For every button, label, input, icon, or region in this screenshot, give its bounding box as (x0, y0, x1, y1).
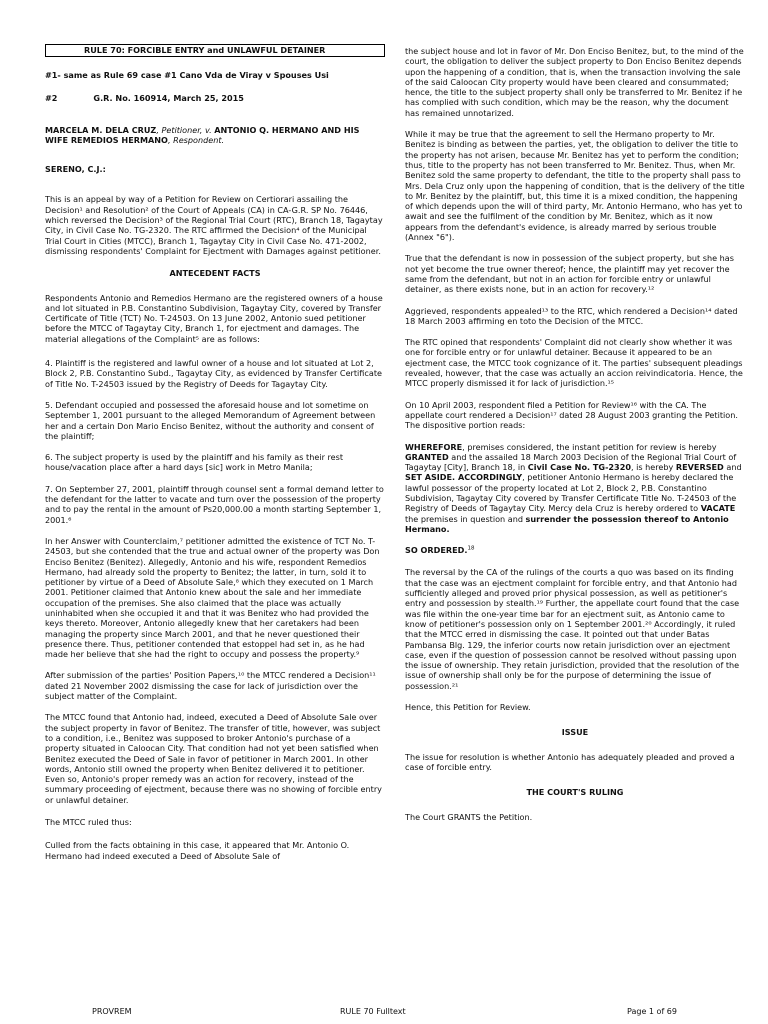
dispositive-text: , premises considered, the instant petition for review is hereby (462, 441, 717, 452)
paragraph: 4. Plaintiff is the registered and lawful owner of a house and lot situated at Lot 2, Block 2, P.B. Constantino Subd., Tagaytay City, as evidenced by Transfer Certificate of Title No. T-24503 issued by the Registry of Deeds for Tagaytay City. (45, 358, 382, 389)
ponente: SERENO, C.J.: (45, 164, 106, 175)
section-heading-antecedent: ANTECEDENT FACTS (169, 268, 261, 279)
paragraph: In her Answer with Counterclaim,⁷ petitioner admitted the existence of TCT No. T-24503, but she contended that the true and actual owner of the property was Don Enciso Benitez (Benitez). Allegedly, Antonio and his wife, respondent Remedios Hermano, had already sold the property to Benitez; the latter, in turn, sold it to petitioner by virtue of a Deed of Absolute Sale,⁸ which they executed on 1 March 2001. Petitioner claimed that Antonio knew about the sale and her immediate occupation of the premises. She also claimed that the place was actually uninhabited when she occupied it and that it was Benitez who had provided the keys thereto. Moreover, Antonio allegedly knew that her caretakers had been managing the property since March 2001, and that he never questioned their presence there. Thus, petitioner contended that estoppel had set in, as he had made her believe that she had the right to occupy and possess the property.⁹ (45, 535, 380, 660)
respondent-role: , Respondent. (167, 134, 225, 145)
case-2-gr: G.R. No. 160914, March 25, 2015 (93, 93, 244, 104)
footer-page-number: Page 1 of 69 (627, 1007, 677, 1016)
dispositive-text: , petitioner Antonio Hermano is hereby declared the lawful possessor of the property located at Lot 2, Block 2, P.B. Constantino Subdivision, Tagaytay City covered by Transfer Certificate Title No. T-24503 of the Registry of Deeds of Tagaytay City. Mercy dela Cruz is hereby ordered to (405, 472, 737, 514)
rule-title: RULE 70: FORCIBLE ENTRY and UNLAWFUL DETAINER (45, 44, 385, 57)
paragraph: While it may be true that the agreement to sell the Hermano property to Mr. Benitez is binding as between the parties, yet, the obligation to deliver the title to the property has not arisen, because Mr. Benitez has yet to perform the condition; thus, title to the property has not been transferred to Mr. Benitez. Thus, when Mr. Benitez sold the same property to defendant, the title to the property shall pass to Mrs. Dela Cruz only upon the happening of condition, that is the delivery of the title to Mr. Benitez by the plaintiff, but, this time it is a mixed condition, the happening of which depends upon the will of third party, Mr. Antonio Hermano, who has yet to await and see the fulfilment of the condition by Mr. Benitez, which as it now appears from the defendant's evidence, is already marred by serious trouble (Annex "6"). (405, 129, 745, 243)
paragraph: 5. Defendant occupied and possessed the aforesaid house and lot sometime on September 1, 2001 pursuant to the alleged Memorandum of Agreement between her and a certain Don Mario Enciso Benitez, without the authority and consent of the plaintiff; (45, 399, 376, 441)
paragraph: Culled from the facts obtaining in this case, it appeared that Mr. Antonio O. Hermano had indeed executed a Deed of Absolute Sale of (45, 840, 350, 861)
paragraph: 7. On September 27, 2001, plaintiff through counsel sent a formal demand letter to the defendant for the latter to vacate and turn over the possession of the property and to pay the rental in the amount of Ps20,000.00 a month starting September 1, 2001.⁶ (45, 483, 384, 525)
footer-middle: RULE 70 Fulltext (340, 1007, 406, 1016)
paragraph: The issue for resolution is whether Antonio has adequately pleaded and proved a case of forcible entry. (405, 751, 735, 772)
dispositive-text: and (723, 462, 742, 473)
paragraph: The reversal by the CA of the rulings of the courts a quo was based on its finding that the case was an ejectment complaint for forcible entry, and that Antonio had sufficiently alleged and proved prior physical possession, as well as petitioner's entry and possession by stealth.¹⁹ Further, the appellate court found that the case was file within the one-year time bar for an ejectment suit, as Antonio came to know of petitioner's possession only on 1 September 2001.²⁰ Accordingly, it ruled that the MTCC erred in dismissing the case. It pointed out that under Batas Pambansa Blg. 129, the inferior courts now retain jurisdiction over an ejectment case, even if the question of possession cannot be resolved without passing upon the issue of ownership. They retain jurisdiction, provided that the resolution of the issue of ownership shall only be for the purpose of determining the issue of possession.²¹ (405, 567, 740, 691)
petitioner-name: MARCELA M. DELA CRUZ (45, 124, 157, 135)
paragraph: Hence, this Petition for Review. (405, 702, 531, 713)
paragraph: The MTCC found that Antonio had, indeed, executed a Deed of Absolute Sale over the subject property in favor of Benitez. The transfer of title, however, was subject to a condition, i.e., Benitez was supposed to broker Antonio's purchase of a property situated in Caloocan City. That condition had not yet been satisfied when Benitez executed the Deed of Sale in favor of petitioner in March 2001. In other words, Antonio still owned the property when Benitez delivered it to petitioner. Even so, Antonio's proper remedy was an action for recovery, instead of the summary proceeding of ejectment, because there was no showing of forcible entry or unlawful detainer. (45, 712, 382, 805)
granted: GRANTED (405, 451, 449, 462)
paragraph: the subject house and lot in favor of Mr. Don Enciso Benitez, but, to the mind of the court, the obligation to deliver the subject property to Don Enciso Benitez depends upon the happening of a condition, that is, when the transaction involving the sale of the said Caloocan City property would have been cleared and consummated; hence, the title to the subject property shall only be transferred to Mr. Benitez if he has complied with such condition, which may be the reason, why the document has remained unnotarized. (405, 46, 744, 118)
reversed: REVERSED (675, 462, 724, 473)
petitioner-role: , Petitioner, v. (156, 124, 215, 135)
civil-case-no: Civil Case No. TG-2320 (527, 462, 631, 473)
vacate: VACATE (700, 503, 736, 514)
case-2-number: #2 (45, 93, 58, 104)
paragraph: True that the defendant is now in possession of the subject property, but she has not yet become the true owner thereof; hence, the plaintiff may yet recover the same from the defendant, but not in an action for forcible entry or unlawful detainer, as there exists none, but in an action for recovery.¹² (405, 253, 734, 295)
dispositive-text: , is hereby (630, 462, 676, 473)
dispositive-text: the premises in question and (405, 513, 526, 524)
so-ordered: SO ORDERED. (405, 545, 468, 556)
set-aside: SET ASIDE. ACCORDINGLY (405, 472, 523, 483)
case-2-line (45, 93, 385, 103)
section-heading-issue: ISSUE (561, 727, 589, 738)
footnote-ref: 18 (467, 545, 475, 552)
dispositive-portion (405, 442, 745, 535)
paragraph: On 10 April 2003, respondent filed a Petition for Review¹⁶ with the CA. The appellate court rendered a Decision¹⁷ dated 28 August 2003 granting the Petition. The dispositive portion reads: (405, 399, 738, 431)
section-heading-ruling: THE COURT'S RULING (526, 787, 624, 798)
left-column (45, 44, 385, 861)
parties (45, 125, 385, 146)
footer-left: PROVREM (92, 1007, 132, 1016)
paragraph: 6. The subject property is used by the plaintiff and his family as their rest house/vacation place after a hard days [sic] work in Metro Manila; (45, 452, 343, 473)
paragraph: After submission of the parties' Position Papers,¹⁰ the MTCC rendered a Decision¹¹ dated 21 November 2002 dismissing the case for lack of jurisdiction over the subject matter of the Complaint. (45, 670, 376, 702)
paragraph: Respondents Antonio and Remedios Hermano are the registered owners of a house and lot situated in P.B. Constantino Subdivision, Tagaytay City, covered by Transfer Certificate of Title (TCT) No. T-24503. On 13 June 2002, Antonio sued petitioner before the MTCC of Tagaytay City, Branch 1, for ejectment and damages. The material allegations of the Complaint⁵ are as follows: (45, 292, 383, 344)
respondent-name: ANTONIO Q. HERMANO AND HIS WIFE REMEDIOS HERMANO (45, 124, 360, 145)
surrender-possession: surrender the possession thereof to Antonio Hermano. (405, 513, 729, 534)
right-column (405, 46, 745, 822)
paragraph: The RTC opined that respondents' Complaint did not clearly show whether it was one for forcible entry or for unlawful detainer. Because it appeared to be an ejectment case, the MTCC took cognizance of it. The parties' subsequent pleadings revealed, however, that the case was actually an accion reivindicatoria. Hence, the MTCC properly dismissed it for lack of jurisdiction.¹⁵ (405, 337, 743, 389)
dispositive-text: and the assailed 18 March 2003 Decision of the Regional Trial Court of Tagaytay [City], Branch 18, in (405, 451, 737, 473)
so-ordered-line (405, 545, 745, 555)
paragraph: The MTCC ruled thus: (45, 817, 132, 828)
wherefore: WHEREFORE (405, 441, 463, 452)
paragraph: The Court GRANTS the Petition. (405, 811, 533, 822)
case-1-line: #1- same as Rule 69 case #1 Cano Vda de Viray v Spouses Usi (45, 70, 329, 80)
paragraph: This is an appeal by way of a Petition for Review on Certiorari assailing the Decision¹ and Resolution² of the Court of Appeals (CA) in CA-G.R. SP No. 76446, which reversed the Decision³ of the Regional Trial Court (RTC), Branch 18, Tagaytay City, in Civil Case No. TG-2320. The RTC affirmed the Decision⁴ of the Municipal Trial Court in Cities (MTCC), Branch 1, Tagaytay City in Civil Case No. 471-2002, dismissing respondents' Complaint for Ejectment with Damages against petitioner. (45, 194, 383, 256)
paragraph: Aggrieved, respondents appealed¹³ to the RTC, which rendered a Decision¹⁴ dated 18 March 2003 affirming en toto the Decision of the MTCC. (405, 305, 738, 326)
